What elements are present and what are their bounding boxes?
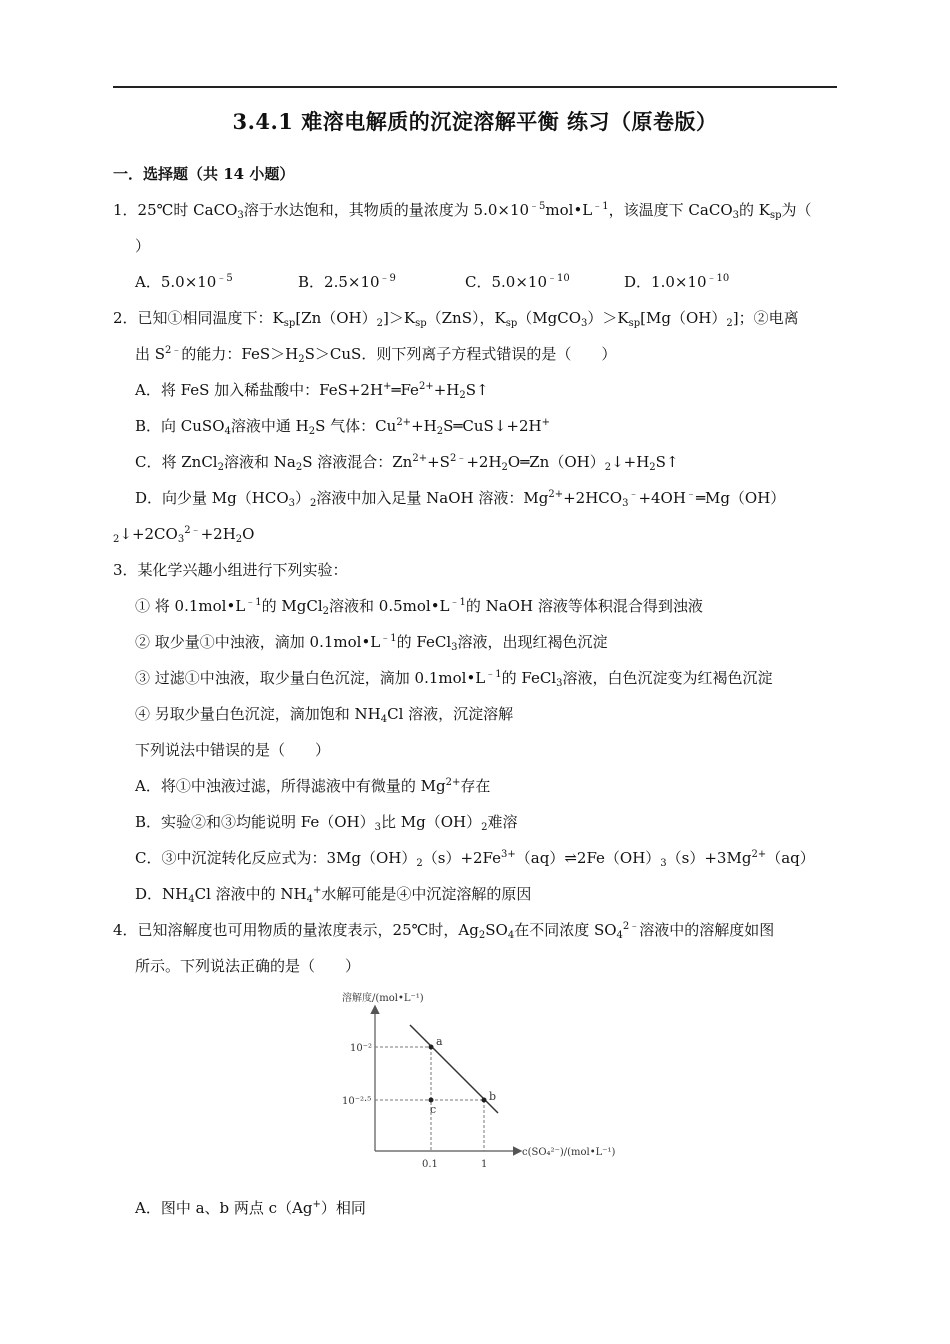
x-tick-2: 1 <box>481 1159 488 1170</box>
x-tick-1: 0.1 <box>422 1159 438 1170</box>
point-b-label: b <box>489 1090 497 1103</box>
q1-option-d: D．$1.0\times 10^{﹣10}$ <box>624 273 730 291</box>
q3-step-3: ③ 过滤①中浊液，取少量白色沉淀，滴加 $0.1mol•L^{﹣1}$的 FeCl$_3$溶液，白色沉淀变为红褐色沉淀 <box>135 669 773 689</box>
q2-option-d-line1: D．向少量 $Mg(HCO_3)_2$溶液中加入足量 NaOH 溶液：$Mg^{2+}+2HCO_3^﹣+4OH^﹣═Mg(OH)$ <box>135 489 786 509</box>
q3-option-d: D．$NH_4Cl$ 溶液中的 $NH_4^+$水解可能是④中沉淀溶解的原因 <box>135 885 532 905</box>
solubility-graph <box>330 983 640 1173</box>
q3-step-4: ④ 另取少量白色沉淀，滴加饱和 $NH_4Cl$ 溶液，沉淀溶解 <box>135 705 514 725</box>
point-c <box>429 1098 434 1103</box>
point-c-label: c <box>430 1103 437 1116</box>
q2-stem-line2: 出 $S^{2﹣}$的能力：$FeS>H_2S>CuS$．则下列离子方程式错误的是（ ） <box>135 345 617 365</box>
x-axis-label: c(SO₄²⁻)/(mol•L⁻¹) <box>522 1147 616 1158</box>
q2-stem-line1: 2．已知①相同温度下：$K_{sp}[Zn(OH)_2]>K_{sp}(ZnS)$，$K_{sp}(MgCO_3)>K_{sp}[Mg(OH)_2]$；②电离 <box>113 309 799 329</box>
q4-option-a: A．图中 a、b 两点 c（Ag+）相同 <box>135 1199 366 1217</box>
q3-option-b: B．实验②和③均能说明 $Fe(OH)_3$比 $Mg(OH)_2$难溶 <box>135 813 518 833</box>
q3-option-c: C．③中沉淀转化反应式为：$3Mg(OH)_2(s)+2Fe^{3+}(aq)\rightleftharpoons 2Fe(OH)_3(s)+3Mg^{2+}(aq)$ <box>135 849 815 869</box>
q1-stem-close: ） <box>135 237 151 255</box>
q3-option-a: A．将①中浊液过滤，所得滤液中有微量的 $Mg^{2+}$存在 <box>135 777 491 795</box>
point-a-label: a <box>436 1035 443 1048</box>
q1-option-b: B．$2.5\times 10^{﹣9}$ <box>298 273 396 291</box>
top-rule <box>113 86 837 88</box>
q4-stem-line2: 所示。下列说法正确的是（ ） <box>135 957 361 975</box>
q4-stem-line1: 4．已知溶解度也可用物质的量浓度表示，25℃时，$Ag_2SO_4$在不同浓度 $SO_4^{2﹣}$溶液中的溶解度如图 <box>113 921 775 941</box>
y-tick-1: 10⁻² <box>350 1043 373 1054</box>
q3-question: 下列说法中错误的是（ ） <box>135 741 331 759</box>
q2-option-b: B．向 CuSO$_4$溶液中通 $H_2S$ 气体：$Cu^{2+}+H_2S═CuS↓+2H^+$ <box>135 417 550 437</box>
y-tick-2: 10⁻²·⁵ <box>342 1096 372 1107</box>
q1-option-c: C．$5.0\times 10^{﹣10}$ <box>465 273 570 291</box>
q3-step-1: ① 将 $0.1mol•L^{﹣1}$的 MgCl$_2$溶液和 $0.5mol•L^{﹣1}$的 NaOH 溶液等体积混合得到浊液 <box>135 597 703 617</box>
q2-option-d-line2: $_2↓+2CO_3^{2﹣}+2H_2O$ <box>113 525 255 545</box>
point-b <box>482 1098 487 1103</box>
q2-option-c: C．将 ZnCl$_2$溶液和 $Na_2S$ 溶液混合：$Zn^{2+}+S^{2﹣}+2H_2O═Zn(OH)_2↓+H_2S↑$ <box>135 453 679 473</box>
page-title: 3.4.1 难溶电解质的沉淀溶解平衡 练习（原卷版） <box>232 109 718 134</box>
q3-stem: 3．某化学兴趣小组进行下列实验： <box>113 561 348 579</box>
y-axis-label: 溶解度/(mol•L⁻¹) <box>342 993 424 1004</box>
q3-step-2: ② 取少量①中浊液，滴加 $0.1mol•L^{﹣1}$的 FeCl$_3$溶液，出现红褐色沉淀 <box>135 633 608 653</box>
point-a <box>429 1045 434 1050</box>
q2-option-a: A．将 FeS 加入稀盐酸中：$FeS+2H^+═Fe^{2+}+H_2S↑$ <box>135 381 489 401</box>
section-heading: 一．选择题（共 14 小题） <box>113 165 295 183</box>
q1-stem: 1．25℃时 CaCO$_3$溶于水达饱和，其物质的量浓度为 $5.0\times 10^{﹣5}mol•L^{﹣1}$，该温度下 CaCO$_3$的 $K_{sp}$为（ <box>113 201 812 221</box>
q1-option-a: A．$5.0\times 10^{﹣5}$ <box>135 273 233 291</box>
